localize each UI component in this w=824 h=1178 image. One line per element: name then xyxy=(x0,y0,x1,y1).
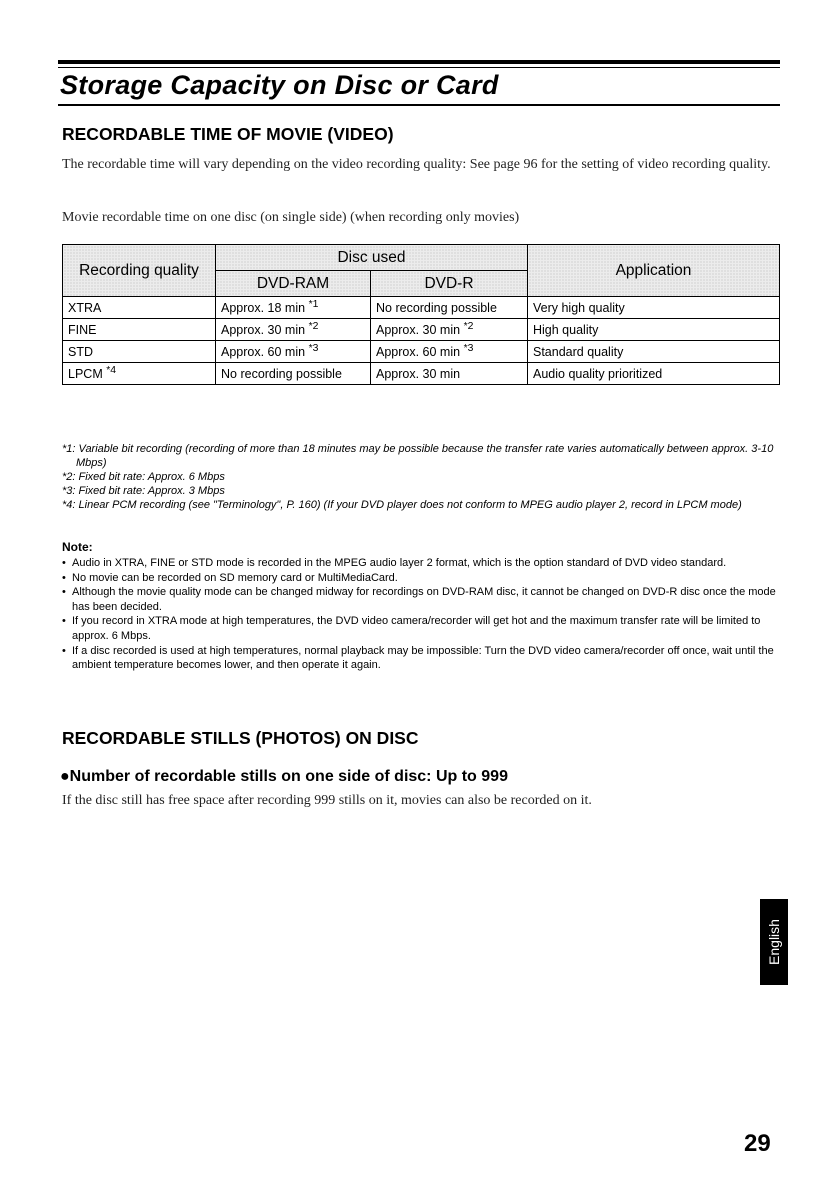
note-label: Note: xyxy=(62,540,93,554)
cell-dvd-r: Approx. 30 min xyxy=(371,363,528,385)
cell-application: Standard quality xyxy=(528,341,780,363)
page-number: 29 xyxy=(744,1130,771,1157)
table-footnotes xyxy=(62,442,778,512)
cell-quality: STD xyxy=(63,341,216,363)
note-item: • No movie can be recorded on SD memory card or MultiMediaCard. xyxy=(62,571,778,586)
language-tab-label: English xyxy=(766,919,782,965)
cell-quality: FINE xyxy=(63,319,216,341)
note-item: • Audio in XTRA, FINE or STD mode is recorded in the MPEG audio layer 2 format, which is the option standard of DVD video standard. xyxy=(62,556,778,571)
table-row xyxy=(63,297,780,319)
note-item: • If you record in XTRA mode at high temperatures, the DVD video camera/recorder will get hot and the maximum transfer rate will be limited to approx. 6 Mbps. xyxy=(62,614,778,643)
movie-section-heading: RECORDABLE TIME OF MOVIE (VIDEO) xyxy=(62,124,394,144)
table-row xyxy=(63,319,780,341)
note-item: • Although the movie quality mode can be changed midway for recordings on DVD-RAM disc, it cannot be changed on DVD-R disc once the mode has been decided. xyxy=(62,585,778,614)
cell-dvd-ram: Approx. 60 min $^{*3}$ xyxy=(216,341,371,363)
stills-paragraph: If the disc still has free space after recording 999 stills on it, movies can also be recorded on it. xyxy=(62,793,592,808)
note-list xyxy=(62,556,778,673)
cell-application: Very high quality xyxy=(528,297,780,319)
movie-intro-paragraph: The recordable time will vary depending on the video recording quality: See page 96 for the setting of video recording quality. xyxy=(62,157,771,172)
cell-application: High quality xyxy=(528,319,780,341)
top-rule-thick xyxy=(58,60,780,64)
language-tab xyxy=(760,899,788,985)
note-item: • If a disc recorded is used at high temperatures, normal playback may be impossible: Turn the DVD video camera/recorder off once, wait until the ambient temperature becomes lower, and then operate it again. xyxy=(62,644,778,673)
header-dvd-ram: DVD-RAM xyxy=(216,271,371,297)
stills-subheading: ●Number of recordable stills on one side of disc: Up to 999 xyxy=(60,768,508,785)
footnote-1: *1: Variable bit recording (recording of more than 18 minutes may be possible because the transfer rate varies automatically between approx. 3-10 Mbps) xyxy=(62,443,774,469)
title-underline xyxy=(58,104,780,106)
page-title: Storage Capacity on Disc or Card xyxy=(60,70,499,100)
footnote-3: *3: Fixed bit rate: Approx. 3 Mbps xyxy=(62,485,225,497)
header-recording-quality: Recording quality xyxy=(63,245,216,297)
header-disc-used: Disc used xyxy=(216,245,528,271)
footnote-2: *2: Fixed bit rate: Approx. 6 Mbps xyxy=(62,471,225,483)
header-dvd-r: DVD-R xyxy=(371,271,528,297)
movie-table-caption: Movie recordable time on one disc (on single side) (when recording only movies) xyxy=(62,210,520,225)
stills-section-heading: RECORDABLE STILLS (PHOTOS) ON DISC xyxy=(62,728,419,748)
header-application: Application xyxy=(528,245,780,297)
cell-quality: XTRA xyxy=(63,297,216,319)
cell-dvd-ram: No recording possible xyxy=(216,363,371,385)
table-row xyxy=(63,341,780,363)
cell-dvd-r: Approx. 60 min $^{*3}$ xyxy=(371,341,528,363)
footnote-4: *4: Linear PCM recording (see "Terminology", P. 160) (If your DVD player does not conform to MPEG audio player 2, record in LPCM mode) xyxy=(62,499,742,511)
cell-application: Audio quality prioritized xyxy=(528,363,780,385)
cell-dvd-r: Approx. 30 min $^{*2}$ xyxy=(371,319,528,341)
cell-dvd-r: No recording possible xyxy=(371,297,528,319)
table-row xyxy=(63,363,780,385)
cell-dvd-ram: Approx. 30 min $^{*2}$ xyxy=(216,319,371,341)
cell-quality: LPCM $^{*4}$ xyxy=(63,363,216,385)
recording-time-table xyxy=(62,244,780,385)
cell-dvd-ram: Approx. 18 min $^{*1}$ xyxy=(216,297,371,319)
top-rule-thin xyxy=(58,67,780,68)
